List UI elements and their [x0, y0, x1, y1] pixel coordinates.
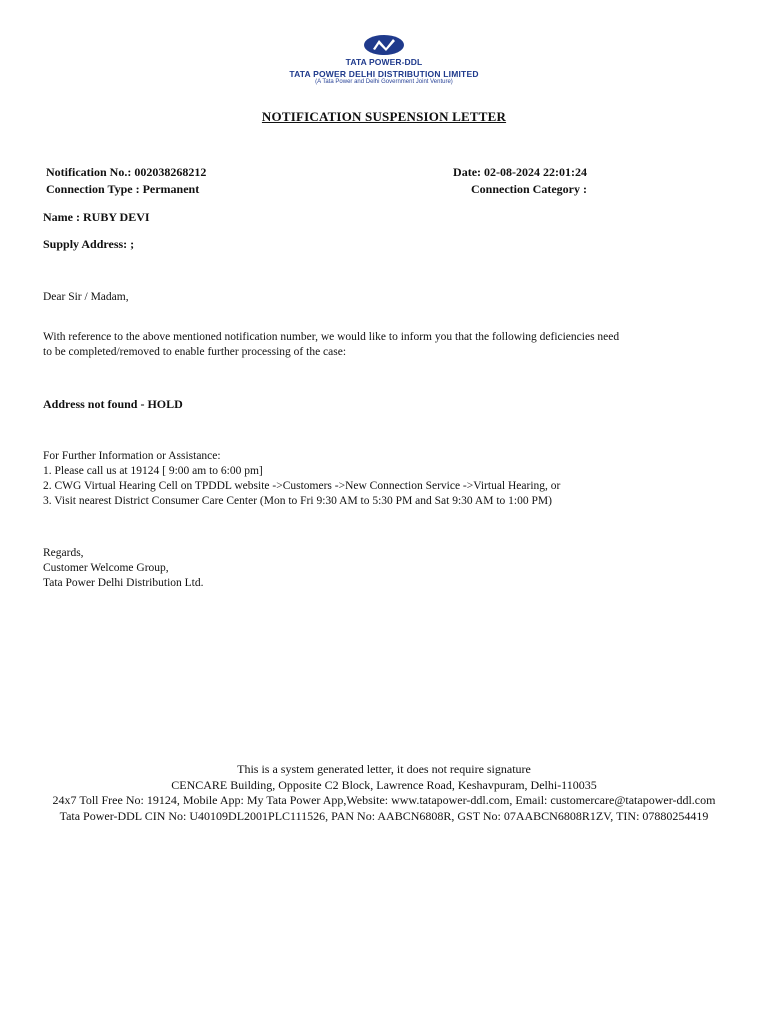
assistance-heading: For Further Information or Assistance:: [43, 450, 221, 462]
assistance-item: 2. CWG Virtual Hearing Cell on TPDDL website ->Customers ->New Connection Service ->Virtual Hearing, or: [43, 480, 561, 492]
company-subtitle: (A Tata Power and Delhi Government Joint Venture): [315, 79, 453, 85]
brand-name: TATA POWER-DDL: [345, 57, 423, 67]
connection-type: Connection Type : Permanent: [46, 182, 200, 196]
signature-line: Tata Power Delhi Distribution Ltd.: [43, 577, 204, 589]
closing: Regards,: [43, 547, 84, 559]
letterhead: [0, 34, 768, 85]
assistance-item: 3. Visit nearest District Consumer Care Center (Mon to Fri 9:30 AM to 5:30 PM and Sat 9:30 AM to 1:00 PM): [43, 495, 552, 507]
deficiency-status: Address not found - HOLD: [43, 397, 183, 411]
tata-power-logo-icon: [362, 34, 406, 56]
notification-number: Notification No.: 002038268212: [46, 165, 207, 179]
letter-title: NOTIFICATION SUSPENSION LETTER: [261, 109, 507, 124]
footer-line: This is a system generated letter, it does not require signature: [237, 762, 531, 776]
signature-line: Customer Welcome Group,: [43, 562, 169, 574]
customer-name: Name : RUBY DEVI: [43, 210, 150, 224]
body-line: With reference to the above mentioned notification number, we would like to inform you that the following deficiencies need: [43, 331, 620, 343]
company-name: TATA POWER DELHI DISTRIBUTION LIMITED: [289, 69, 479, 79]
body-paragraph: [43, 330, 619, 360]
connection-category: Connection Category :: [471, 182, 587, 196]
supply-address: Supply Address: ;: [43, 237, 135, 251]
notification-date: Date: 02-08-2024 22:01:24: [453, 165, 587, 179]
body-line: to be completed/removed to enable further processing of the case:: [43, 346, 347, 358]
footer: [0, 762, 768, 824]
footer-registration: Tata Power-DDL CIN No: U40109DL2001PLC111526, PAN No: AABCN6808R, GST No: 07AABCN6808R1ZV, TIN: 07880254419: [59, 808, 709, 823]
footer-address: CENCARE Building, Opposite C2 Block, Lawrence Road, Keshavpuram, Delhi-110035: [171, 777, 597, 792]
closing-block: [43, 546, 204, 591]
assistance-section: [43, 449, 560, 509]
assistance-item: 1. Please call us at 19124 [ 9:00 am to 6:00 pm]: [43, 465, 263, 477]
salutation: Dear Sir / Madam,: [43, 291, 129, 303]
footer-contact: 24x7 Toll Free No: 19124, Mobile App: My Tata Power App,Website: www.tatapower-ddl.com, Email: customercare@tatapower-ddl.com: [52, 793, 716, 808]
